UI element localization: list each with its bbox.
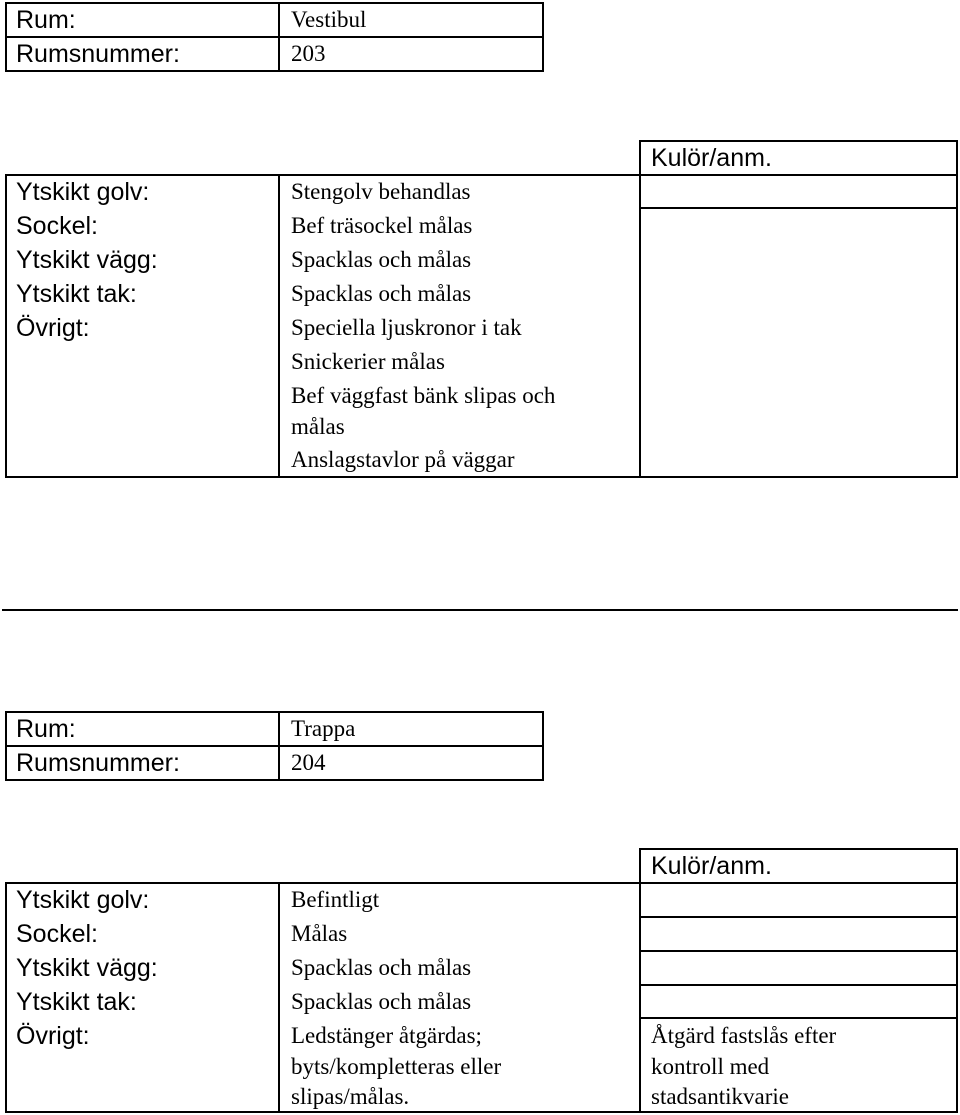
value-vagg: Spacklas och målas <box>291 955 472 980</box>
kulor-row-divider <box>639 984 958 986</box>
value-sockel: Målas <box>291 921 348 946</box>
kulor-header: Kulör/anm. <box>651 852 772 880</box>
label-ovrigt: Övrigt: <box>16 1022 90 1050</box>
label-sockel: Sockel: <box>16 212 98 240</box>
value-ovrigt-3: Bef väggfast bänk slipas och <box>291 383 556 408</box>
rum-label: Rum: <box>16 715 76 743</box>
rum-label: Rum: <box>16 6 76 34</box>
note-line-1: Åtgärd fastslås efter <box>651 1023 837 1048</box>
kulor-row-divider <box>639 916 958 918</box>
label-ytskikt-golv: Ytskikt golv: <box>16 886 150 914</box>
value-tak: Spacklas och målas <box>291 281 472 306</box>
kulor-row-divider <box>639 207 958 209</box>
label-ytskikt-tak: Ytskikt tak: <box>16 280 137 308</box>
value-ovrigt-3: slipas/målas. <box>291 1084 410 1109</box>
value-ovrigt-1: Speciella ljuskronor i tak <box>291 315 522 340</box>
kulor-row-divider <box>639 950 958 952</box>
rum-value: Trappa <box>291 716 356 741</box>
note-line-2: kontroll med <box>651 1054 770 1079</box>
value-vagg: Spacklas och målas <box>291 247 472 272</box>
section-separator <box>2 609 958 611</box>
value-ovrigt-2: Snickerier målas <box>291 349 445 374</box>
value-golv: Stengolv behandlas <box>291 179 471 204</box>
rumsnummer-label: Rumsnummer: <box>16 749 180 777</box>
value-ovrigt-5: Anslagstavlor på väggar <box>291 447 515 472</box>
label-ytskikt-vagg: Ytskikt vägg: <box>16 954 158 982</box>
value-ovrigt-4: målas <box>291 414 345 439</box>
value-tak: Spacklas och målas <box>291 989 472 1014</box>
surface-column-divider <box>278 882 280 1113</box>
label-ovrigt: Övrigt: <box>16 314 90 342</box>
kulor-header: Kulör/anm. <box>651 144 772 172</box>
label-sockel: Sockel: <box>16 920 98 948</box>
value-sockel: Bef träsockel målas <box>291 213 473 238</box>
value-golv: Befintligt <box>291 887 380 912</box>
value-ovrigt-1: Ledstänger åtgärdas; <box>291 1023 482 1048</box>
rumsnummer-value: 203 <box>291 41 326 66</box>
rumsnummer-label: Rumsnummer: <box>16 40 180 68</box>
label-ytskikt-tak: Ytskikt tak: <box>16 988 137 1016</box>
label-ytskikt-vagg: Ytskikt vägg: <box>16 246 158 274</box>
rumsnummer-value: 204 <box>291 750 326 775</box>
note-line-3: stadsantikvarie <box>651 1084 789 1109</box>
kulor-column-border <box>639 140 958 478</box>
value-ovrigt-2: byts/kompletteras eller <box>291 1054 502 1079</box>
surface-column-divider <box>278 174 280 478</box>
rum-value: Vestibul <box>291 7 367 32</box>
label-ytskikt-golv: Ytskikt golv: <box>16 178 150 206</box>
